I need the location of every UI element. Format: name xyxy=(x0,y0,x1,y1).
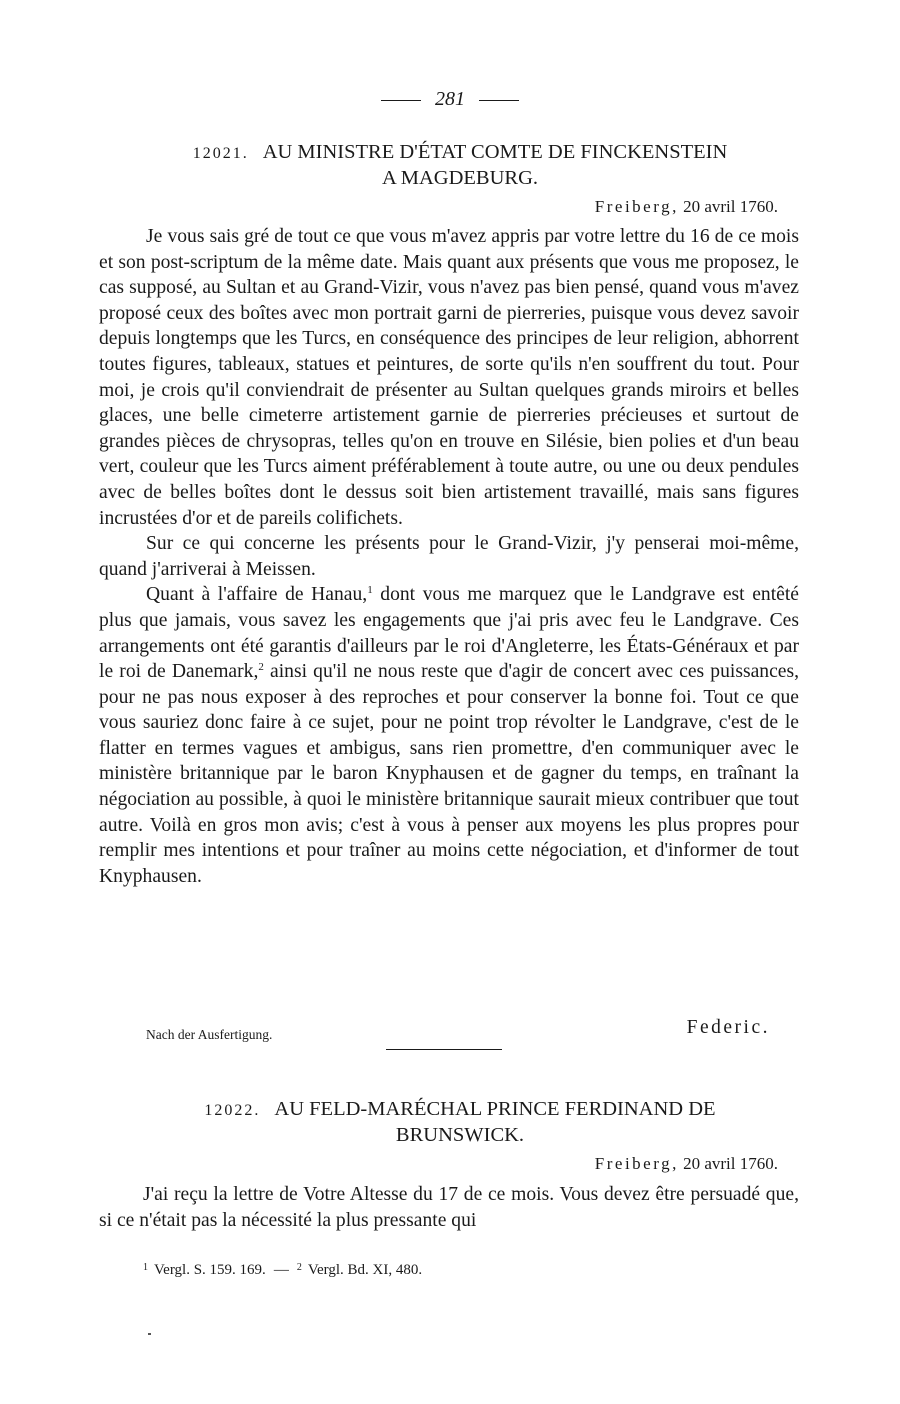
paragraph: J'ai reçu la lettre de Votre Altesse du 17 de ce mois. Vous devez être persuadé que, si ce n'était pas la nécessité la plus pressante qui xyxy=(99,1184,799,1231)
letter-body xyxy=(99,1182,799,1233)
letter-number: 12021. xyxy=(192,145,249,162)
letter-number: 12022. xyxy=(204,1102,261,1119)
paragraph: Je vous sais gré de tout ce que vous m'avez appris par votre lettre du 16 de ce mois et son post-scriptum de la même date. Mais quant aux présents que vous me proposez, le cas supposé, au Sultan et au Grand-Vizir, vous n'avez pas bien pensé, quand vous m'avez proposé ceux des boîtes avec mon portrait garni de pierreries, puisque vous devez savoir depuis longtemps que les Turcs, en conséquence des principes de leur religion, abhorrent toutes figures, tableaux, statues et peintures, de sorte qu'ils n'en souffrent du tout. Pour moi, je crois qu'il conviendrait de présenter au Sultan quelques grands miroirs et belles glaces, une belle cimeterre artistement garnie de pierreries précieuses et surtout de grandes pièces de chrysopras, telles qu'on en trouve en Silésie, bien polies et d'un beau vert, couleur que les Turcs aiment préférablement à toute autre, ou une ou deux pendules avec de belles boîtes dont le dessus soit bien artistement travaillé, mais sans figures incrustées d'or et de pareils colifichets. xyxy=(99,226,799,529)
footnote-text: Vergl. Bd. XI, 480. xyxy=(307,1262,423,1278)
footnote-mark: 1 xyxy=(143,1262,148,1273)
section-divider xyxy=(386,1049,502,1050)
letter-heading xyxy=(120,140,800,190)
dateline-date: 20 avril 1760. xyxy=(683,1154,778,1173)
paragraph: Sur ce qui concerne les présents pour le Grand-Vizir, j'y penserai moi-même, quand j'arriverai à Meissen. xyxy=(99,533,799,580)
source-note: Nach der Ausfertigung. xyxy=(146,1027,273,1042)
footnote-text: Vergl. S. 159. 169. xyxy=(154,1262,266,1278)
header-rule-right xyxy=(479,100,519,101)
footnote-separator: — xyxy=(273,1262,289,1278)
footnote-ref: 2 xyxy=(258,661,264,674)
letter-body xyxy=(99,224,799,889)
print-speck xyxy=(148,1333,151,1335)
paragraph-text: ainsi qu'il ne nous reste que d'agir de concert avec ces puissances, pour ne pas nous exposer à des reproches et pour conserver la bonne foi. Tout ce que vous sauriez donc faire à ce sujet, pour ne point trop révolter le Landgrave, c'est de le flatter en termes vagues et ambigus, sans rien promettre, d'en communiquer avec le ministère britannique par le baron Knyphausen et de gagner du temps, en traînant la négociation au possible, à quoi le ministère britannique saurait mieux contribuer que tout autre. Voilà en gros mon avis; c'est à vous à penser aux moyens les plus propres pour remplir mes intentions et pour traîner au moins cette négociation, et d'informer de tout Knyphausen. xyxy=(99,661,800,887)
header-rule-left xyxy=(381,100,421,101)
paragraph-text: dont vous me marquez que le Landgrave est entêté plus que jamais, vous savez les engagements que j'ai pris avec feu le Landgrave. Ces arrangements ont été garantis d'ailleurs par le roi d'Angleterre, les États-Généraux et par le roi de Danemark, xyxy=(99,584,799,683)
footnote-ref: 1 xyxy=(367,584,373,597)
dateline-place: Freiberg, xyxy=(594,197,679,216)
paragraph-text: Quant à l'affaire de Hanau, xyxy=(146,584,368,606)
letter-heading-line-2: BRUNSWICK. xyxy=(395,1124,525,1146)
page-header xyxy=(0,86,900,112)
letter-heading-line-1: AU MINISTRE D'ÉTAT COMTE DE FINCKENSTEIN xyxy=(262,141,728,163)
dateline-place: Freiberg, xyxy=(594,1154,679,1173)
footnotes xyxy=(143,1258,422,1280)
paragraph xyxy=(99,582,799,889)
letter-heading-line-2: A MAGDEBURG. xyxy=(381,167,539,189)
letter-heading xyxy=(120,1097,800,1147)
page-number: 281 xyxy=(435,88,465,110)
letter-heading-line-1: AU FELD-MARÉCHAL PRINCE FERDINAND DE xyxy=(274,1098,716,1120)
dateline-date: 20 avril 1760. xyxy=(683,197,778,216)
signature: Federic. xyxy=(686,1017,770,1038)
footnote-mark: 2 xyxy=(296,1262,302,1273)
letter-dateline xyxy=(595,1153,778,1175)
letter-dateline xyxy=(595,196,778,218)
